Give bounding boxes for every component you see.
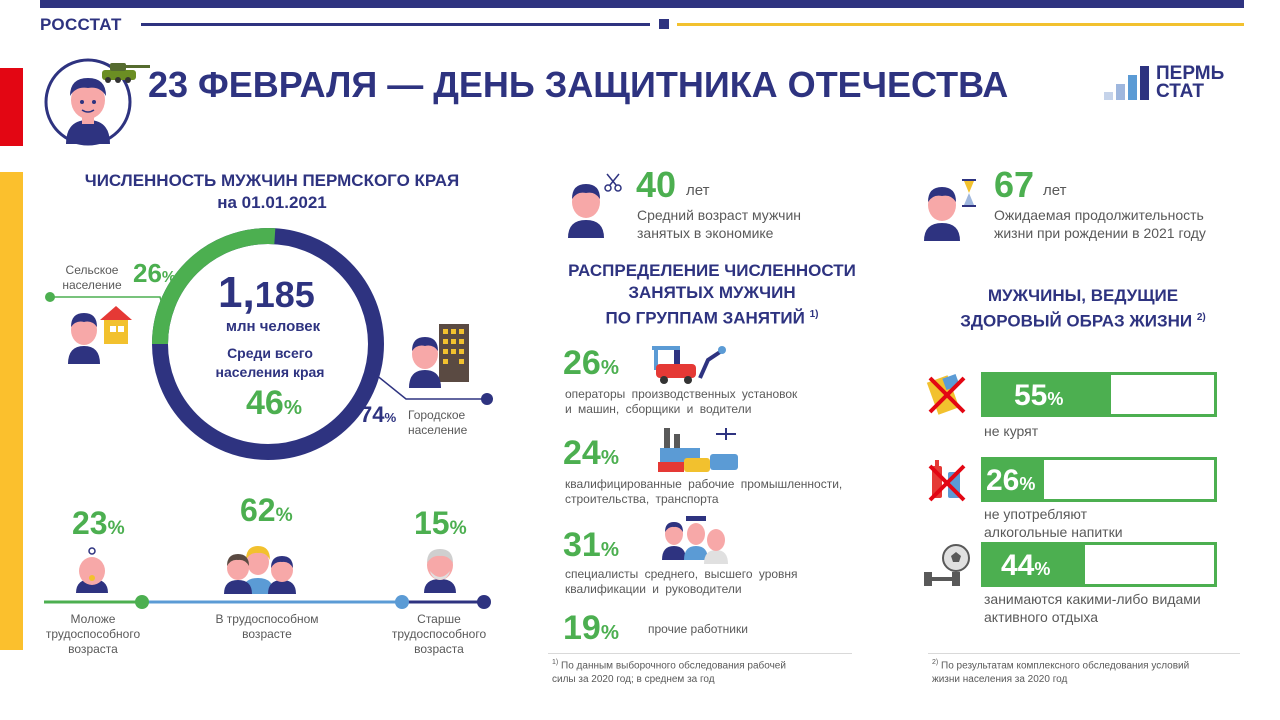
occupation-specialists-number: 31: [563, 526, 601, 564]
life-expectancy-icon: [920, 175, 984, 241]
share-text-line1: Среди всего: [227, 345, 313, 361]
rural-label-line2: население: [62, 278, 122, 292]
healthy-footnote-mark: 2): [1196, 312, 1206, 323]
specialists-icon: [660, 510, 728, 566]
urban-label-line1: Городское: [408, 408, 466, 422]
urban-man-building-icon: [405, 322, 475, 388]
nonsmokers-number: 55: [1014, 379, 1048, 412]
age-old-label-line2: трудоспособного: [391, 627, 487, 641]
occupation-specialists-value: [563, 526, 619, 565]
active-leisure-label-line2: активного отдыха: [984, 609, 1099, 625]
age-young-number: 23: [72, 505, 108, 541]
occupations-footnote-divider: [548, 653, 852, 654]
healthy-footnote-line2: жизни населения за 2020 год: [932, 674, 1068, 686]
population-title-line1: ЧИСЛЕННОСТЬ МУЖЧИН ПЕРМСКОГО КРАЯ: [84, 171, 460, 190]
urban-value: [360, 402, 396, 428]
age-working-label: [202, 612, 332, 642]
occupations-footnote: [552, 656, 786, 687]
occupations-footnote-mark-2: 1): [552, 659, 559, 666]
rural-label-line1: Сельское: [65, 263, 119, 277]
factory-transport-icon: [654, 422, 740, 476]
occupation-skilled-label: [565, 477, 842, 507]
share-value: [246, 384, 302, 423]
nonsmokers-value: [1014, 379, 1063, 413]
active-leisure-bar: [981, 542, 1217, 587]
rural-label: [62, 263, 122, 293]
baby-icon: [72, 545, 112, 593]
age-old-label-line1: Старше: [417, 612, 461, 626]
age-old-label-line3: возраста: [414, 642, 464, 656]
healthy-footnote-mark-2: 2): [932, 659, 939, 666]
percent-sign: %: [600, 622, 619, 644]
population-title-line2: на 01.01.2021: [217, 193, 327, 212]
life-expectancy-label: [994, 206, 1206, 242]
top-bar: [40, 0, 1244, 8]
scissors-icon: [605, 174, 621, 191]
avg-age-unit: лет: [686, 182, 710, 199]
occupation-other-label: прочие работники: [648, 622, 748, 636]
age-working-label-line2: возрасте: [242, 627, 292, 641]
avg-age-label: [637, 206, 801, 242]
soldier-avatar-icon: [44, 58, 156, 148]
occupation-operators-line2: и машин, сборщики и водители: [565, 402, 752, 416]
total-fraction: 185: [254, 274, 315, 315]
population-title: [52, 170, 492, 214]
hourglass-icon: [962, 179, 976, 207]
nondrinkers-number: 26: [986, 464, 1020, 497]
age-timeline: [40, 593, 500, 611]
page-title: 23 ФЕВРАЛЯ — ДЕНЬ ЗАЩИТНИКА ОТЕЧЕСТВА: [148, 64, 1009, 105]
avg-age-label-line2: занятых в экономике: [637, 225, 774, 241]
occupation-operators-value: [563, 344, 619, 383]
occupation-skilled-line2: строительства, транспорта: [565, 492, 719, 506]
occupation-specialists-line2: квалификации и руководители: [565, 582, 742, 596]
share-text: [200, 344, 340, 382]
age-young-label-line2: трудоспособного: [45, 627, 141, 641]
percent-sign: %: [161, 269, 176, 286]
header-divider-yellow: [677, 23, 1244, 26]
nondrinkers-label-line1: не употребляют: [984, 506, 1088, 522]
left-accent-red: [0, 68, 23, 146]
life-expectancy-label-line1: Ожидаемая продолжительность: [994, 207, 1204, 223]
percent-sign: %: [283, 397, 302, 419]
healthy-title-line2: ЗДОРОВЫЙ ОБРАЗ ЖИЗНИ: [960, 311, 1193, 331]
life-expectancy-value: 67: [994, 164, 1035, 205]
nonsmokers-label: не курят: [984, 423, 1039, 439]
permstat-logo: [1102, 64, 1242, 104]
age-old-number: 15: [414, 505, 450, 541]
healthy-title: [928, 285, 1238, 333]
occupation-skilled-value: [563, 434, 619, 473]
nonsmokers-bar: [981, 372, 1217, 417]
age-working-label-line1: В трудоспособном: [215, 612, 319, 626]
age-old-value: [414, 505, 467, 542]
timeline-dot-old: [477, 595, 491, 609]
no-smoking-icon: [924, 372, 970, 418]
no-alcohol-icon: [924, 458, 970, 504]
occupation-skilled-line1: квалифицированные рабочие промышленности,: [565, 477, 843, 491]
age-young-label-line1: Моложе: [70, 612, 116, 626]
avg-age-label-line1: Средний возраст мужчин: [637, 207, 802, 223]
logo-bars-icon: [1102, 64, 1154, 102]
rural-leader-dot: [45, 292, 55, 302]
percent-sign: %: [1034, 559, 1051, 579]
nondrinkers-value: [986, 464, 1035, 498]
occupation-skilled-number: 24: [563, 434, 601, 472]
active-leisure-label-line1: занимаются какими-либо видами: [984, 591, 1201, 607]
occupation-operators-number: 26: [563, 344, 601, 382]
logo-line2: СТАТ: [1156, 81, 1205, 102]
industrial-machine-icon: [650, 334, 728, 386]
urban-number: 74: [360, 402, 385, 427]
age-working-value: [240, 492, 293, 529]
age-young-value: [72, 505, 125, 542]
rural-value: [133, 258, 176, 289]
occupations-title-line3: ПО ГРУППАМ ЗАНЯТИЙ: [605, 308, 805, 328]
logo-line1: ПЕРМЬ: [1156, 63, 1225, 84]
age-working-number: 62: [240, 492, 276, 528]
rural-man-house-icon: [62, 300, 134, 364]
occupation-other-value: [563, 609, 619, 648]
healthy-title-line1: МУЖЧИНЫ, ВЕДУЩИЕ: [987, 286, 1179, 305]
timeline-dot-working: [395, 595, 409, 609]
occupation-operators-line1: операторы производственных установок: [565, 387, 798, 401]
total-unit: млн человек: [225, 318, 321, 335]
active-leisure-value: [1001, 549, 1050, 583]
total-whole: 1,: [218, 268, 255, 317]
occupation-other-number: 19: [563, 609, 601, 647]
urban-label-line2: население: [408, 423, 468, 437]
age-young-label: [38, 612, 148, 657]
percent-sign: %: [600, 357, 619, 379]
percent-sign: %: [449, 518, 467, 539]
healthy-footnote: [932, 656, 1189, 687]
agency-label: РОССТАТ: [40, 15, 122, 34]
percent-sign: %: [1047, 389, 1064, 409]
percent-sign: %: [384, 410, 397, 425]
total-population: [218, 268, 315, 318]
healthy-footnote-divider: [928, 653, 1240, 654]
avg-age-value: 40: [636, 164, 677, 205]
timeline-dot-young: [135, 595, 149, 609]
active-leisure-label: [984, 590, 1201, 626]
healthy-footnote-line1: По результатам комплексного обследования условий: [941, 660, 1190, 672]
occupations-title: [542, 260, 882, 330]
percent-sign: %: [600, 539, 619, 561]
rural-number: 26: [133, 258, 162, 288]
urban-leader-dot: [481, 393, 493, 405]
adults-group-icon: [222, 530, 302, 594]
percent-sign: %: [1019, 474, 1036, 494]
urban-label: [408, 408, 467, 438]
occupation-specialists-label: [565, 567, 798, 597]
life-expectancy-unit: лет: [1043, 182, 1067, 199]
age-old-label: [384, 612, 494, 657]
active-leisure-number: 44: [1001, 549, 1035, 582]
worker-avg-age-icon: [564, 172, 628, 238]
sports-equipment-icon: [922, 542, 972, 588]
left-accent-yellow: [0, 172, 23, 650]
occupations-footnote-line1: По данным выборочного обследования рабочей: [561, 660, 786, 672]
occupations-title-line2: ЗАНЯТЫХ МУЖЧИН: [628, 283, 796, 302]
life-expectancy-label-line2: жизни при рождении в 2021 году: [994, 225, 1206, 241]
percent-sign: %: [600, 447, 619, 469]
nondrinkers-label: [984, 505, 1123, 541]
percent-sign: %: [107, 518, 125, 539]
header-divider-navy: [141, 23, 650, 26]
share-number: 46: [246, 384, 284, 422]
nondrinkers-bar: [981, 457, 1217, 502]
header-divider-square: [659, 19, 669, 29]
percent-sign: %: [275, 505, 293, 526]
occupations-footnote-line2: силы за 2020 год; в среднем за год: [552, 674, 715, 686]
share-text-line2: населения края: [215, 364, 325, 380]
occupation-specialists-line1: специалисты среднего, высшего уровня: [565, 567, 798, 581]
age-young-label-line3: возраста: [68, 642, 118, 656]
occupations-title-line1: РАСПРЕДЕЛЕНИЕ ЧИСЛЕННОСТИ: [568, 261, 856, 280]
occupations-footnote-mark: 1): [809, 309, 819, 320]
elderly-icon: [420, 543, 460, 593]
nondrinkers-label-line2: алкогольные напитки: [984, 524, 1123, 540]
occupation-operators-label: [565, 387, 797, 417]
